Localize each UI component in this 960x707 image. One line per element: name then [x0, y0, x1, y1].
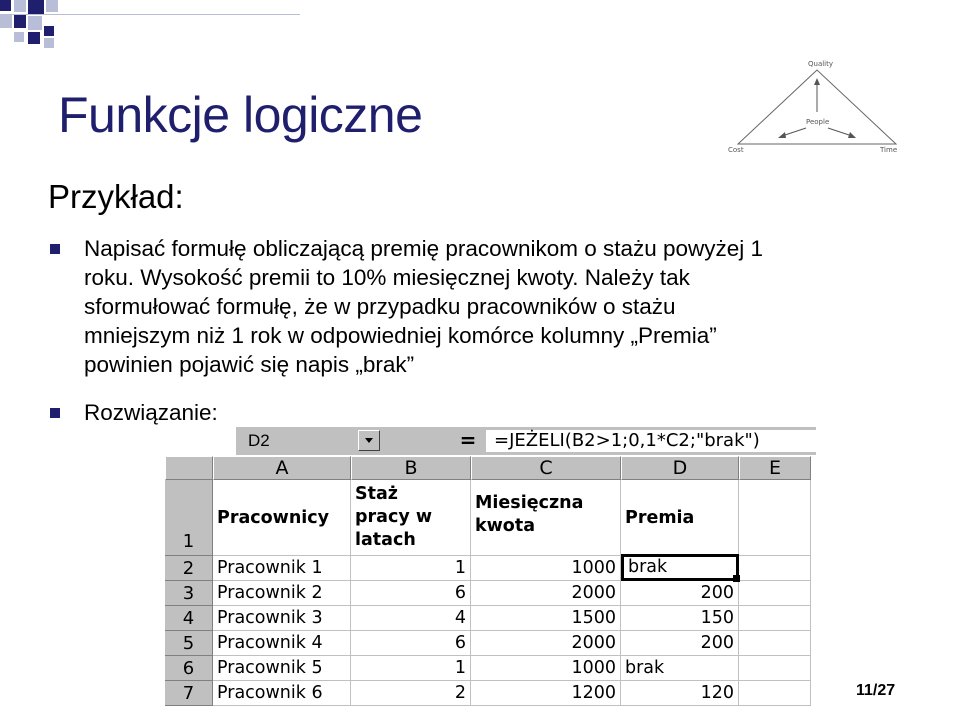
- diagram-label-top: Quality: [808, 60, 834, 68]
- corner-square: [28, 0, 44, 14]
- slide-subtitle: Przykład:: [48, 178, 184, 215]
- cell-a4[interactable]: Pracownik 3: [213, 606, 351, 631]
- row-header-3[interactable]: 3: [165, 581, 213, 606]
- name-box[interactable]: D2: [242, 430, 352, 451]
- cell-d4[interactable]: 150: [621, 606, 739, 631]
- bullet-marker: [50, 408, 60, 418]
- bullet-line: Rozwiązanie:: [84, 400, 218, 425]
- name-box-dropdown-button[interactable]: [358, 430, 380, 451]
- bullet-marker: [50, 244, 60, 254]
- select-all-corner[interactable]: [165, 456, 213, 480]
- row-header-2[interactable]: 2: [165, 556, 213, 581]
- corner-square: [0, 0, 11, 11]
- cell-b3[interactable]: 6: [351, 581, 471, 606]
- cell-a1-text: Pracownicy: [217, 508, 330, 528]
- cell-e1[interactable]: [739, 480, 811, 556]
- bullet-text: [84, 398, 218, 427]
- column-header-c[interactable]: C: [471, 456, 621, 480]
- cell-d1[interactable]: [621, 480, 739, 556]
- corner-square: [28, 32, 40, 44]
- column-header-b[interactable]: B: [351, 456, 471, 480]
- page-number: 11/27: [856, 682, 896, 699]
- cell-e7[interactable]: [739, 681, 811, 706]
- cell-d5[interactable]: 200: [621, 631, 739, 656]
- cell-c7[interactable]: 1200: [471, 681, 621, 706]
- cell-b1[interactable]: [351, 480, 471, 556]
- corner-square: [46, 0, 58, 12]
- diagram-label-left: Cost: [728, 146, 744, 154]
- cell-b1-line: pracy w: [355, 507, 433, 527]
- cell-a6[interactable]: Pracownik 5: [213, 656, 351, 681]
- corner-square: [0, 14, 12, 28]
- cell-a2[interactable]: Pracownik 1: [213, 556, 351, 581]
- title-rule: [0, 14, 300, 15]
- formula-input[interactable]: =JEŻELI(B2>1;0,1*C2;"brak"): [486, 430, 816, 452]
- cell-a3[interactable]: Pracownik 2: [213, 581, 351, 606]
- cell-d7[interactable]: 120: [621, 681, 739, 706]
- cell-b1-line: latach: [355, 530, 416, 550]
- formula-bar: [236, 426, 816, 455]
- cell-d3[interactable]: 200: [621, 581, 739, 606]
- row-header-5[interactable]: 5: [165, 631, 213, 656]
- bullet-text: [84, 234, 763, 379]
- column-header-a[interactable]: A: [213, 456, 351, 480]
- corner-square: [14, 0, 26, 12]
- cell-c3[interactable]: 2000: [471, 581, 621, 606]
- cell-c1-line: kwota: [475, 516, 536, 536]
- cell-e2[interactable]: [739, 556, 811, 581]
- cell-b6[interactable]: 1: [351, 656, 471, 681]
- cell-b2[interactable]: 1: [351, 556, 471, 581]
- cell-e3[interactable]: [739, 581, 811, 606]
- corner-square: [44, 26, 54, 36]
- cell-b1-line: Staż: [355, 484, 398, 504]
- project-triangle-diagram: [720, 52, 910, 157]
- cell-a5[interactable]: Pracownik 4: [213, 631, 351, 656]
- corner-square: [14, 32, 24, 42]
- row-header-4[interactable]: 4: [165, 606, 213, 631]
- corner-square: [28, 16, 42, 30]
- cell-a1[interactable]: [213, 480, 351, 556]
- diagram-label-right: Time: [880, 146, 898, 154]
- bullet-line: Napisać formułę obliczającą premię pracownikom o stażu powyżej 1: [84, 236, 764, 261]
- slide-title: Funkcje logiczne: [58, 87, 423, 143]
- bullet-line: sformułować formułę, że w przypadku pracowników o stażu: [84, 294, 676, 319]
- fill-handle[interactable]: [733, 575, 740, 582]
- cell-c5[interactable]: 2000: [471, 631, 621, 656]
- cell-b7[interactable]: 2: [351, 681, 471, 706]
- column-header-e[interactable]: E: [739, 456, 811, 480]
- corner-square: [14, 14, 26, 28]
- cell-a7[interactable]: Pracownik 6: [213, 681, 351, 706]
- corner-square: [44, 38, 54, 48]
- cell-d1-text: Premia: [625, 508, 695, 528]
- cell-e6[interactable]: [739, 656, 811, 681]
- cell-e5[interactable]: [739, 631, 811, 656]
- row-header-7[interactable]: 7: [165, 681, 213, 706]
- cell-b4[interactable]: 4: [351, 606, 471, 631]
- edit-formula-button[interactable]: =: [459, 428, 477, 452]
- cell-c6[interactable]: 1000: [471, 656, 621, 681]
- cell-d6[interactable]: brak: [621, 656, 739, 681]
- cell-c1-line: Miesięczna: [475, 493, 584, 513]
- row-header-1[interactable]: 1: [165, 480, 213, 556]
- bullet-line: roku. Wysokość premii to 10% miesięcznej kwoty. Należy tak: [84, 265, 690, 290]
- cell-e4[interactable]: [739, 606, 811, 631]
- bullet-line: powinien pojawić się napis „brak”: [84, 352, 415, 377]
- bullet-line: mniejszym niż 1 rok w odpowiedniej komórce kolumny „Premia”: [84, 323, 717, 348]
- cell-b5[interactable]: 6: [351, 631, 471, 656]
- cell-d2-selected[interactable]: brak: [621, 554, 739, 581]
- column-header-d[interactable]: D: [621, 456, 739, 480]
- row-header-6[interactable]: 6: [165, 656, 213, 681]
- diagram-label-center: People: [806, 118, 830, 126]
- cell-c2[interactable]: 1000: [471, 556, 621, 581]
- cell-c1[interactable]: [471, 480, 621, 556]
- spreadsheet-grid: [165, 456, 811, 706]
- cell-c4[interactable]: 1500: [471, 606, 621, 631]
